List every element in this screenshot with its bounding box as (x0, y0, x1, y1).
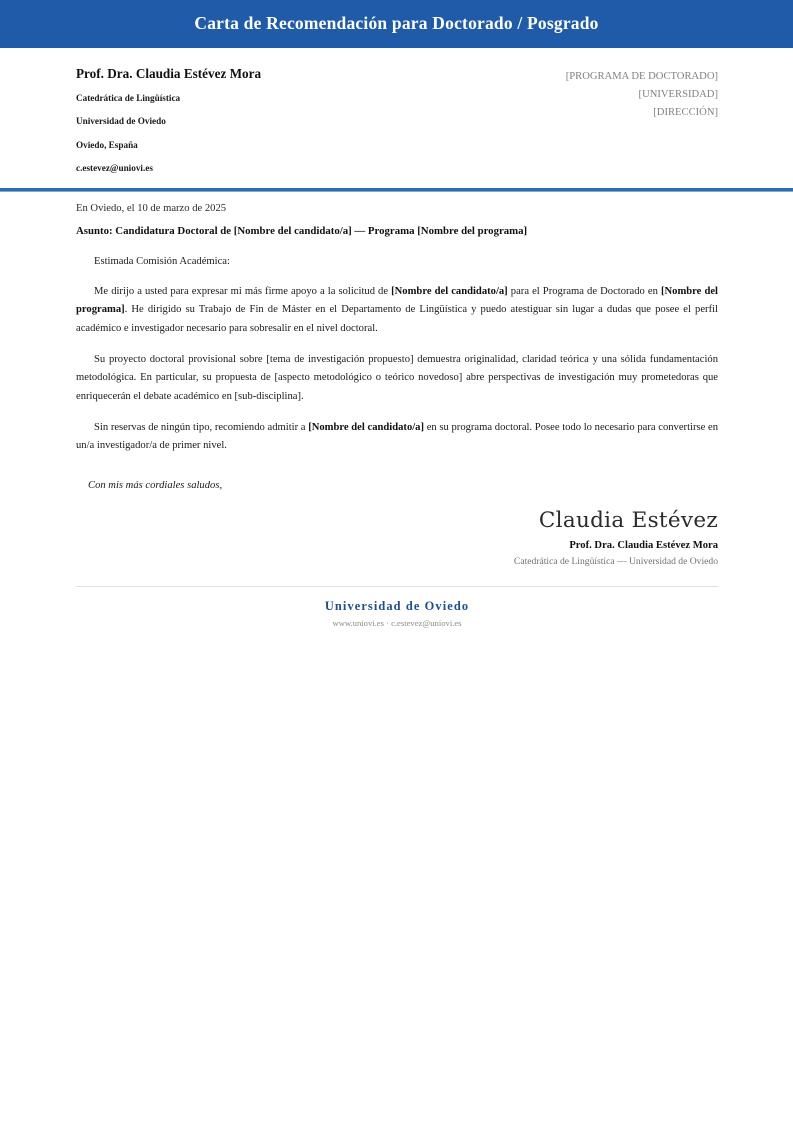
sender-email: c.estevez@uniovi.es (76, 163, 153, 174)
paragraph-3 (76, 419, 718, 456)
subject-line: Asunto: Candidatura Doctoral de [Nombre del candidato/a] — Programa [Nombre del programa] (76, 225, 528, 238)
paragraph-3-text-a: Sin reservas de ningún tipo, recomiendo admitir a (94, 421, 309, 433)
signature-name: Prof. Dra. Claudia Estévez Mora (569, 540, 718, 552)
document-footer (76, 586, 718, 629)
paragraph-3-text-b: en su programa doctoral. Posee todo lo necesario para convertirse en un/a investigador/a de primer nivel. (76, 421, 718, 452)
paragraph-2: Su proyecto doctoral provisional sobre [tema de investigación propuesto] demuestra originalidad, claridad teórica y una sólida fundamentación metodológica. En particular, su propuesta de [aspecto metodológico o teórico novedoso] abre perspectivas de investigación muy prometedoras que enriquecerán el debate académico en [sub-disciplina]. (76, 353, 718, 402)
candidate-name-placeholder-1: [Nombre del candidato/a] (391, 286, 508, 298)
sender-name: Prof. Dra. Claudia Estévez Mora (76, 66, 262, 81)
salutation: Estimada Comisión Académica: (94, 256, 230, 268)
recipient-block (566, 66, 718, 123)
paragraph-1 (76, 283, 718, 338)
sender-location: Oviedo, España (76, 139, 138, 150)
footer-contact: www.uniovi.es · c.estevez@uniovi.es (332, 618, 462, 629)
recipient-university: [UNIVERSIDAD] (638, 89, 718, 101)
candidate-name-placeholder-2: [Nombre del candidato/a] (308, 421, 425, 433)
letterhead (0, 48, 793, 174)
signature-block (76, 508, 718, 569)
paragraph-1-text-b: para el Programa de Doctorado en (507, 286, 661, 298)
closing-line: Con mis más cordiales saludos, (88, 479, 223, 491)
signature-title: Catedrática de Lingüística — Universidad de Oviedo (513, 556, 718, 568)
date-line: En Oviedo, el 10 de marzo de 2025 (76, 203, 227, 215)
page-title: Carta de Recomendación para Doctorado / Posgrado (194, 13, 599, 34)
program-name-placeholder: [Nombre del programa] (76, 286, 718, 316)
letter-body (0, 192, 793, 629)
sender-position: Catedrática de Lingüística (76, 92, 181, 103)
document-header-banner (0, 0, 793, 48)
signature-script: Claudia Estévez (538, 508, 718, 534)
recipient-program: [PROGRAMA DE DOCTORADO] (565, 71, 718, 82)
footer-organization: Universidad de Oviedo (324, 599, 470, 614)
paragraph-1-text-c: . He dirigido su Trabajo de Fin de Máster en el Departamento de Lingüística y puedo atestiguar sin lugar a dudas que posee el perfil académico e investigador necesario para sobresalir en el nivel doctoral. (76, 304, 718, 334)
sender-block (76, 66, 261, 174)
paragraph-1-text-a: Me dirijo a usted para expresar mi más firme apoyo a la solicitud de (94, 286, 392, 298)
recipient-address: [DIRECCIÓN] (653, 107, 718, 119)
sender-institution: Universidad de Oviedo (76, 116, 166, 127)
